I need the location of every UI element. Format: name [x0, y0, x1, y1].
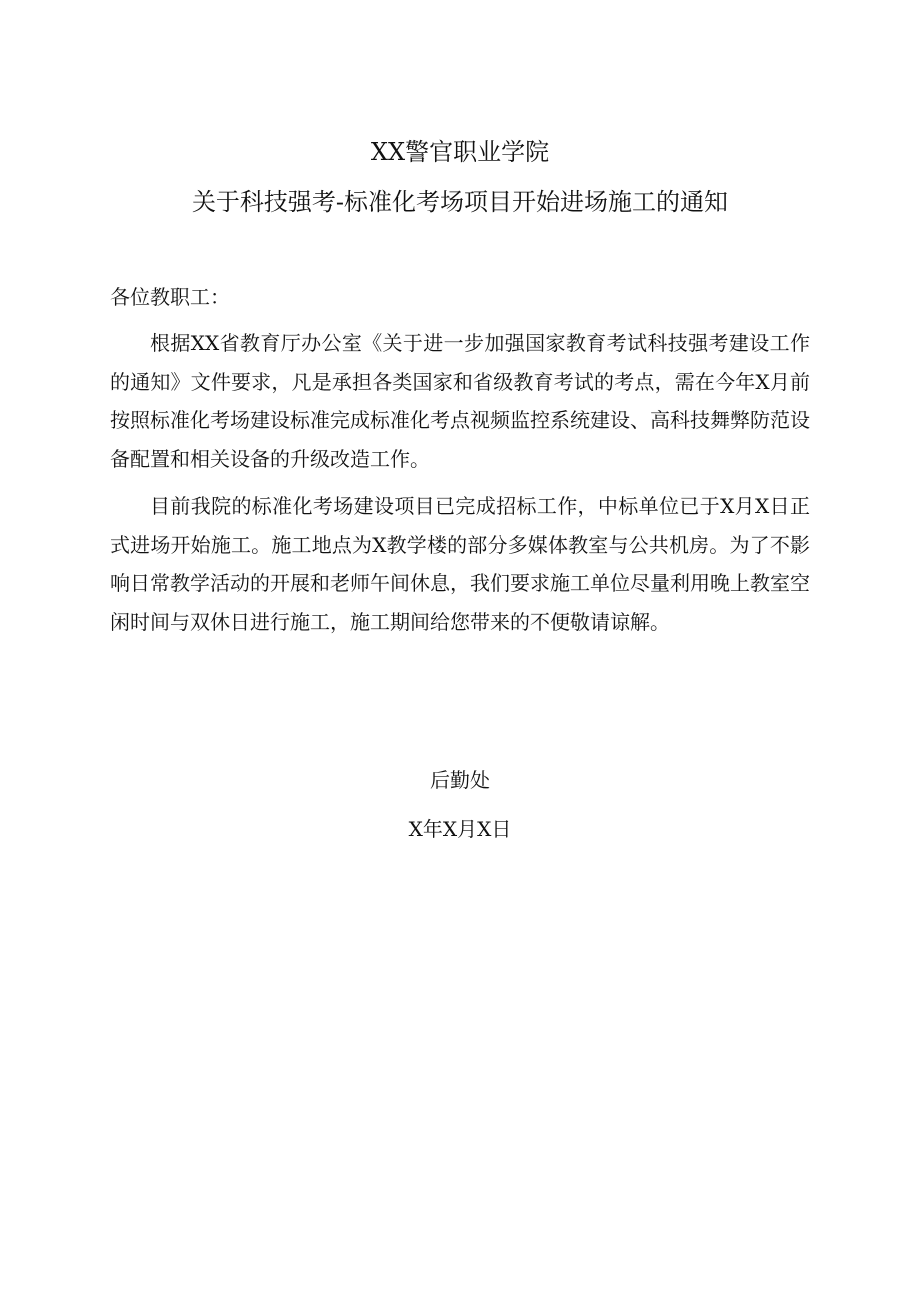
paragraph-2: 目前我院的标准化考场建设项目已完成招标工作，中标单位已于X月X日正式进场开始施工。施工地点为X教学楼的部分多媒体教室与公共机房。为了不影响日常教学活动的开展和老师午间休息，我们要求施工单位尽量利用晚上教室空闲时间与双休日进行施工，施工期间给您带来的不便敬请谅解。: [110, 494, 810, 634]
notice-title: 关于科技强考-标准化考场项目开始进场施工的通知: [191, 188, 729, 216]
paragraph-1: 根据XX省教育厅办公室《关于进一步加强国家教育考试科技强考建设工作的通知》文件要求，凡是承担各类国家和省级教育考试的考点，需在今年X月前按照标准化考场建设标准完成标准化考点视频监控系统建设、高科技舞弊防范设备配置和相关设备的升级改造工作。: [110, 331, 810, 471]
organization-title: XX警官职业学院: [370, 138, 550, 166]
notice-body: [110, 278, 810, 650]
signature-department: 后勤处: [430, 768, 490, 792]
signature-date: X年X月X日: [408, 817, 512, 841]
salutation: 各位教职工：: [110, 285, 230, 309]
